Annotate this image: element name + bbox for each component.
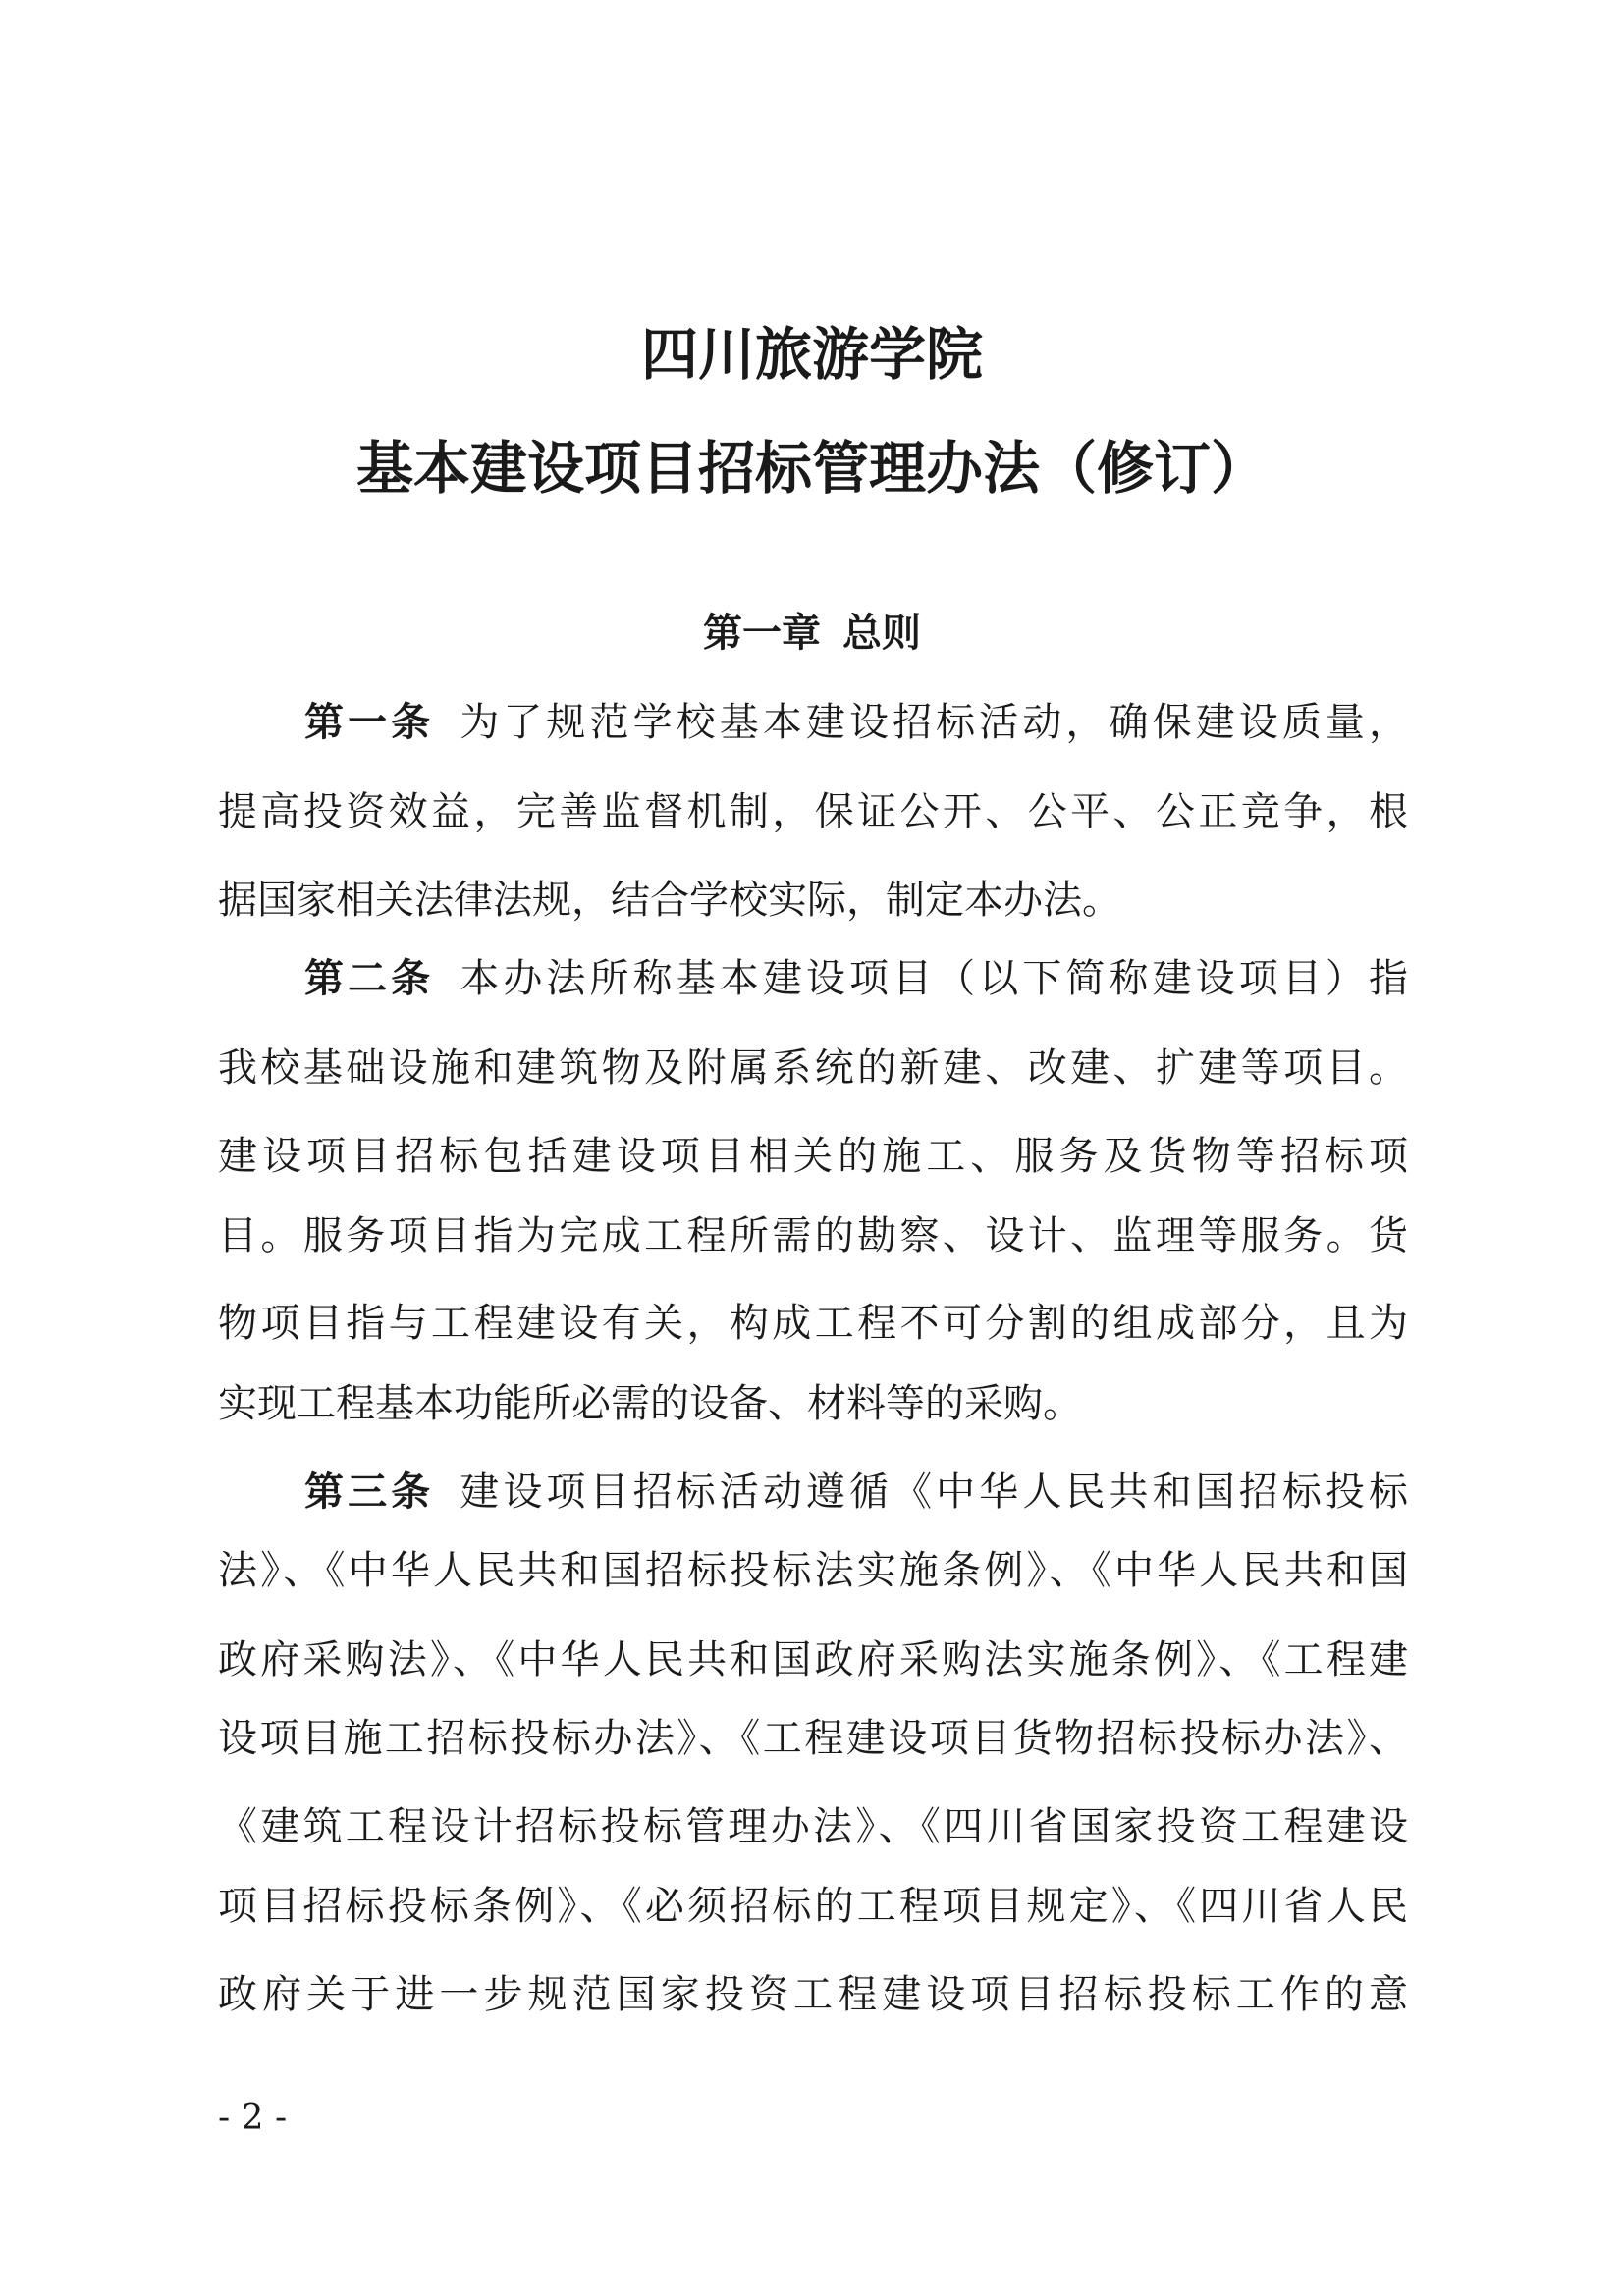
article-3-text-1: 建设项目招标活动遵循《中华人民共和国招标投标 <box>460 1469 1408 1515</box>
document-title-line-1: 四川旅游学院 <box>640 321 983 388</box>
chapter-number: 第一章 <box>703 611 821 656</box>
article-2-line-3: 建设项目招标包括建设项目相关的施工、服务及货物等招标项 <box>218 1134 1408 1179</box>
article-1-line-3: 据国家相关法律法规，结合学校实际，制定本办法。 <box>218 878 1121 923</box>
article-1-label: 第一条 <box>304 700 435 745</box>
article-3-line-3: 政府采购法》、《中华人民共和国政府采购法实施条例》、《工程建 <box>218 1637 1408 1682</box>
article-2-label: 第二条 <box>304 956 435 1001</box>
chapter-heading <box>0 611 1624 656</box>
article-2-text-1: 本办法所称基本建设项目（以下简称建设项目）指 <box>460 956 1408 1001</box>
article-2-line-6: 实现工程基本功能所必需的设备、材料等的采购。 <box>218 1381 1082 1426</box>
chapter-name: 总则 <box>842 611 921 656</box>
document-title-line-2: 基本建设项目招标管理办法（修订） <box>355 435 1268 502</box>
article-1-line-1 <box>304 693 1408 752</box>
article-3-line-2: 法》、《中华人民共和国招标投标法实施条例》、《中华人民共和国 <box>218 1548 1408 1593</box>
article-3-line-4: 设项目施工招标投标办法》、《工程建设项目货物招标投标办法》、 <box>218 1716 1408 1761</box>
article-3-label: 第三条 <box>304 1469 435 1515</box>
article-3-line-6: 项目招标投标条例》、《必须招标的工程项目规定》、《四川省人民 <box>218 1884 1408 1929</box>
article-2-line-2: 我校基础设施和建筑物及附属系统的新建、改建、扩建等项目。 <box>218 1045 1408 1091</box>
article-1-line-2: 提高投资效益，完善监督机制，保证公开、公平、公正竞争，根 <box>218 789 1408 834</box>
article-3-line-7: 政府关于进一步规范国家投资工程建设项目招标投标工作的意 <box>218 1972 1408 2017</box>
article-3-line-1 <box>304 1463 1408 1522</box>
article-1-text-1: 为了规范学校基本建设招标活动，确保建设质量， <box>460 700 1408 745</box>
article-2-line-4: 目。服务项目指为完成工程所需的勘察、设计、监理等服务。货 <box>218 1213 1408 1258</box>
article-3-line-5: 《建筑工程设计招标投标管理办法》、《四川省国家投资工程建设 <box>218 1804 1408 1849</box>
article-2-line-1 <box>304 949 1408 1008</box>
article-2-line-5: 物项目指与工程建设有关，构成工程不可分割的组成部分，且为 <box>218 1301 1408 1346</box>
page-number: - 2 - <box>218 2098 288 2138</box>
